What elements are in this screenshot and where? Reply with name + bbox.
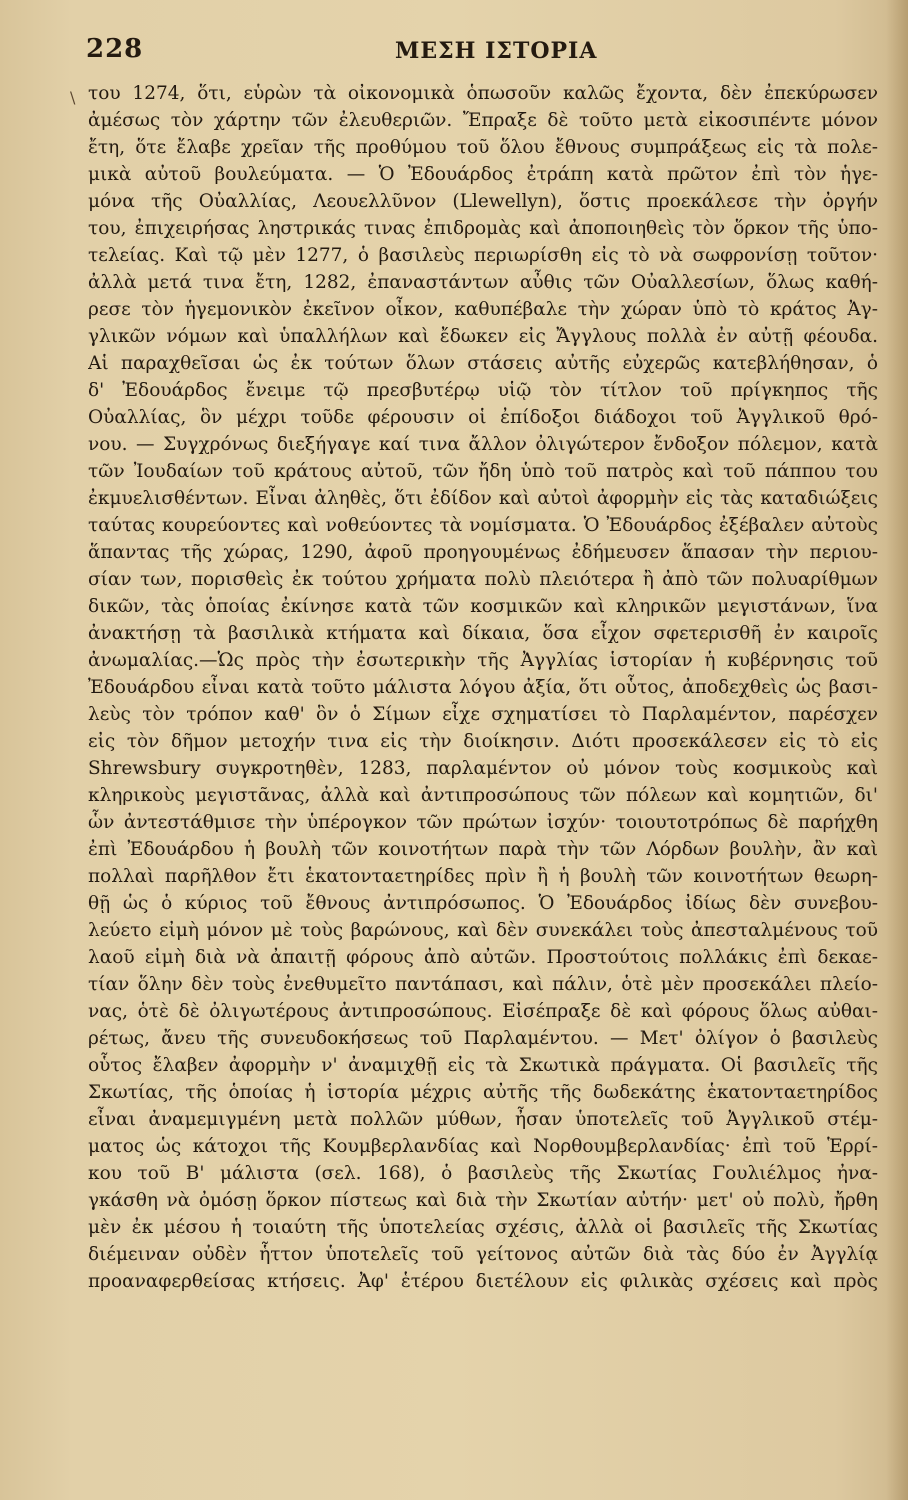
text-line: του 1274, ὅτι, εὑρὼν τὰ οἰκονομικὰ ὁπωσοῦν καλῶς ἔχοντα, δὲν ἐπεκύρωσεν	[88, 83, 878, 104]
body-text	[88, 80, 878, 1295]
text-line: ἀλλὰ μετά τινα ἔτη, 1282, ἐπαναστάντων αὖθις τῶν Οὐαλλεσίων, ὅλως καθή-	[88, 272, 878, 293]
text-line: λεύετο εἰμὴ μόνον μὲ τοὺς βαρώνους, καὶ δὲν συνεκάλει τοὺς ἀπεσταλμένους τοῦ	[88, 920, 878, 941]
text-line: ρεσε τὸν ἡγεμονικὸν ἐκεῖνον οἶκον, καθυπέβαλε τὴν χώραν ὑπὸ τὸ κράτος Ἀγ-	[88, 299, 878, 320]
text-line: λαοῦ εἰμὴ διὰ νὰ ἀπαιτῇ φόρους ἀπὸ αὐτῶν. Προστούτοις πολλάκις ἐπὶ δεκαε-	[88, 947, 878, 968]
running-head	[86, 26, 886, 76]
text-line: λεὺς τὸν τρόπον καθ' ὃν ὁ Σίμων εἶχε σχηματίσει τὸ Παρλαμέντον, παρέσχεν	[88, 704, 878, 725]
text-line: διέμειναν οὐδὲν ἧττον ὑποτελεῖς τοῦ γείτονος αὐτῶν διὰ τὰς δύο ἐν Ἀγγλίᾳ	[88, 1244, 878, 1265]
text-line: κου τοῦ Β' μάλιστα (σελ. 168), ὁ βασιλεὺς τῆς Σκωτίας Γουλιέλμος ἠνα-	[88, 1163, 878, 1184]
page-title: ΜΕΣΗ ΙΣΤΟΡΙΑ	[395, 38, 598, 64]
text-line: δ' Ἐδουάρδος ἔνειμε τῷ πρεσβυτέρῳ υἱῷ τὸν τίτλον τοῦ πρίγκηπος τῆς	[88, 380, 878, 401]
text-line: θῇ ὡς ὁ κύριος τοῦ ἔθνους ἀντιπρόσωπος. Ὁ Ἐδουάρδος ἰδίως δὲν συνεβου-	[88, 893, 878, 914]
page-number: 228	[86, 34, 144, 64]
text-line: ἅπαντας τῆς χώρας, 1290, ἀφοῦ προηγουμένως ἐδήμευσεν ἅπασαν τὴν περιου-	[88, 542, 878, 563]
text-line: ἐπὶ Ἐδουάρδου ἡ βουλὴ τῶν κοινοτήτων παρὰ τὴν τῶν Λόρδων βουλὴν, ἂν καὶ	[88, 839, 878, 860]
text-line: τίαν ὅλην δὲν τοὺς ἐνεθυμεῖτο παντάπασι, καὶ πάλιν, ὁτὲ μὲν προσεκάλει πλείο-	[88, 974, 878, 995]
text-line: γλικῶν νόμων καὶ ὑπαλλήλων καὶ ἔδωκεν εἰς Ἄγγλους πολλὰ ἐν αὐτῇ φέουδα.	[88, 326, 878, 347]
text-line: εἶναι ἀναμεμιγμένη μετὰ πολλῶν μύθων, ἦσαν ὑποτελεῖς τοῦ Ἀγγλικοῦ στέμ-	[88, 1109, 878, 1130]
text-line: πολλαὶ παρῆλθον ἔτι ἑκατονταετηρίδες πρὶν ἢ ἡ βουλὴ τῶν κοινοτήτων θεωρη-	[88, 866, 878, 887]
text-line: νας, ὁτὲ δὲ ὀλιγωτέρους ἀντιπροσώπους. Εἰσέπραξε δὲ καὶ φόρους ὅλως αὐθαι-	[88, 1001, 878, 1022]
text-line: ἐκμυελισθέντων. Εἶναι ἀληθὲς, ὅτι ἐδίδον καὶ αὐτοὶ ἀφορμὴν εἰς τὰς καταδιώξεις	[88, 488, 878, 509]
text-line: τελείας. Καὶ τῷ μὲν 1277, ὁ βασιλεὺς περιωρίσθη εἰς τὸ νὰ σωφρονίσῃ τοῦτον·	[88, 245, 878, 266]
text-line: Αἱ παραχθεῖσαι ὡς ἐκ τούτων ὅλων στάσεις αὐτῆς εὐχερῶς κατεβλήθησαν, ὁ	[88, 353, 878, 374]
text-line: ματος ὡς κάτοχοι τῆς Κουμβερλανδίας καὶ Νορθουμβερλανδίας· ἐπὶ τοῦ Ἑρρί-	[88, 1136, 878, 1157]
text-line: Ἐδουάρδου εἶναι κατὰ τοῦτο μάλιστα λόγου ἀξία, ὅτι οὗτος, ἀποδεχθεὶς ὡς βασι-	[88, 677, 878, 698]
text-line: μόνα τῆς Οὐαλλίας, Λεουελλῦνον (Llewellyn), ὅστις προεκάλεσε τὴν ὀργήν	[88, 191, 878, 212]
text-line: ταύτας κουρεύοντες καὶ νοθεύοντες τὰ νομίσματα. Ὁ Ἐδουάρδος ἐξέβαλεν αὐτοὺς	[88, 515, 878, 536]
text-line: τῶν Ἰουδαίων τοῦ κράτους αὐτοῦ, τῶν ἤδη ὑπὸ τοῦ πατρὸς καὶ τοῦ πάππου του	[88, 461, 878, 482]
text-line: προαναφερθείσας κτήσεις. Ἀφ' ἑτέρου διετέλουν εἰς φιλικὰς σχέσεις καὶ πρὸς	[88, 1271, 878, 1292]
margin-mark: \	[70, 88, 76, 107]
text-line: μὲν ἐκ μέσου ἡ τοιαύτη τῆς ὑποτελείας σχέσις, ἀλλὰ οἱ βασιλεῖς τῆς Σκωτίας	[88, 1217, 878, 1238]
text-line: ρέτως, ἄνευ τῆς συνευδοκήσεως τοῦ Παρλαμέντου. — Μετ' ὀλίγον ὁ βασιλεὺς	[88, 1028, 878, 1049]
text-line: ἔτη, ὅτε ἔλαβε χρεῖαν τῆς προθύμου τοῦ ὅλου ἔθνους συμπράξεως εἰς τὰ πολε-	[88, 137, 878, 158]
text-line: Shrewsbury συγκροτηθὲν, 1283, παρλαμέντον οὐ μόνον τοὺς κοσμικοὺς καὶ	[88, 758, 878, 779]
text-line: οὗτος ἔλαβεν ἀφορμὴν ν' ἀναμιχθῇ εἰς τὰ Σκωτικὰ πράγματα. Οἱ βασιλεῖς τῆς	[88, 1055, 878, 1076]
text-line: νου. — Συγχρόνως διεξήγαγε καί τινα ἄλλον ὀλιγώτερον ἔνδοξον πόλεμον, κατὰ	[88, 434, 878, 455]
text-line: Σκωτίας, τῆς ὁποίας ἡ ἱστορία μέχρις αὐτῆς τῆς δωδεκάτης ἑκατονταετηρίδος	[88, 1082, 878, 1103]
text-line: του, ἐπιχειρήσας ληστρικάς τινας ἐπιδρομὰς καὶ ἀποποιηθεὶς τὸν ὅρκον τῆς ὑπο-	[88, 218, 878, 239]
text-line: μικὰ αὐτοῦ βουλεύματα. — Ὁ Ἐδουάρδος ἐτράπη κατὰ πρῶτον ἐπὶ τὸν ἡγε-	[88, 164, 878, 185]
text-line: σίαν των, πορισθεὶς ἐκ τούτου χρήματα πολὺ πλειότερα ἢ ἀπὸ τῶν πολυαρίθμων	[88, 569, 878, 590]
text-line: ἀμέσως τὸν χάρτην τῶν ἐλευθεριῶν. Ἔπραξε δὲ τοῦτο μετὰ εἰκοσιπέντε μόνον	[88, 110, 878, 131]
text-line: εἰς τὸν δῆμον μετοχήν τινα εἰς τὴν διοίκησιν. Διότι προσεκάλεσεν εἰς τὸ εἰς	[88, 731, 878, 752]
text-line: Οὐαλλίας, ὃν μέχρι τοῦδε φέρουσιν οἱ ἐπίδοξοι διάδοχοι τοῦ Ἀγγλικοῦ θρό-	[88, 407, 878, 428]
text-line: δικῶν, τὰς ὁποίας ἐκίνησε κατὰ τῶν κοσμικῶν καὶ κληρικῶν μεγιστάνων, ἵνα	[88, 596, 878, 617]
text-line: ὧν ἀντεστάθμισε τὴν ὑπέρογκον τῶν πρώτων ἰσχύν· τοιουτοτρόπως δὲ παρήχθη	[88, 812, 878, 833]
text-line: ἀνωμαλίας.—Ὡς πρὸς τὴν ἐσωτερικὴν τῆς Ἀγγλίας ἱστορίαν ἡ κυβέρνησις τοῦ	[88, 650, 878, 671]
text-line: ἀνακτήσῃ τὰ βασιλικὰ κτήματα καὶ δίκαια, ὅσα εἶχον σφετερισθῆ ἐν καιροῖς	[88, 623, 878, 644]
text-line: γκάσθη νὰ ὀμόσῃ ὅρκον πίστεως καὶ διὰ τὴν Σκωτίαν αὐτήν· μετ' οὐ πολὺ, ἤρθη	[88, 1190, 878, 1211]
page-edge-shadow	[886, 0, 908, 1500]
text-line: κληρικοὺς μεγιστᾶνας, ἀλλὰ καὶ ἀντιπροσώπους τῶν πόλεων καὶ κομητιῶν, δι'	[88, 785, 878, 806]
